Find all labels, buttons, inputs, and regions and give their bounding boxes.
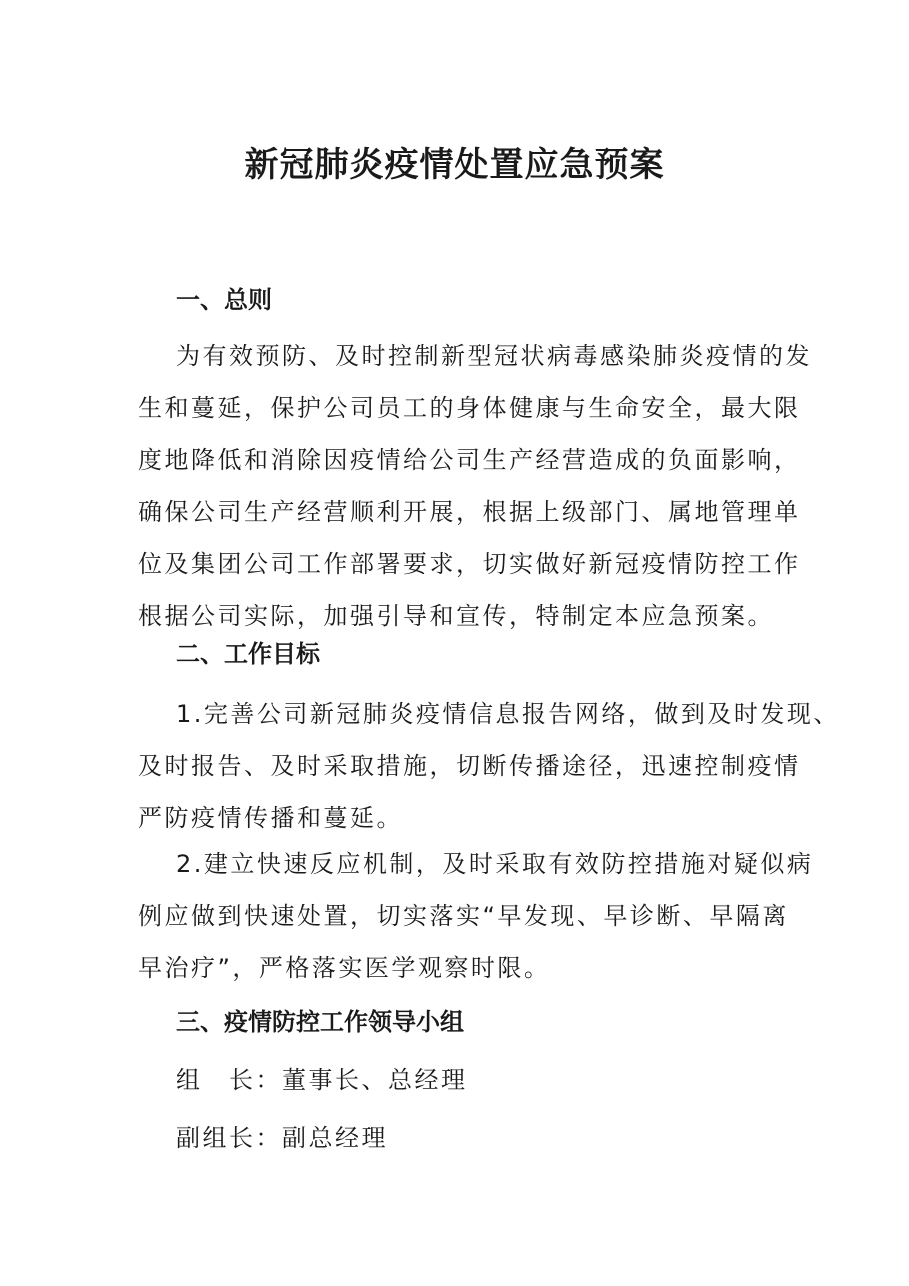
paragraph-line: 2.建立快速反应机制，及时采取有效防控措施对疑似病 xyxy=(176,850,814,878)
paragraph-line: 早治疗”，严格落实医学观察时限。 xyxy=(138,954,551,982)
role-deputy-leader: 副组长：副总经理 xyxy=(176,1124,388,1152)
paragraph-line: 根据公司实际，加强引导和宣传，特制定本应急预案。 xyxy=(138,602,774,630)
paragraph-line: 例应做到快速处置，切实落实“早发现、早诊断、早隔离 xyxy=(138,902,789,930)
paragraph-line: 生和蔓延，保护公司员工的身体健康与生命安全，最大限 xyxy=(138,394,801,422)
paragraph-general xyxy=(138,330,812,642)
paragraph-line: 及时报告、及时采取措施，切断传播途径，迅速控制疫情 xyxy=(138,752,801,780)
document-title: 新冠肺炎疫情处置应急预案 xyxy=(244,145,665,185)
paragraph-goal-2 xyxy=(138,838,814,994)
paragraph-goal-1 xyxy=(138,688,840,844)
role-leader: 组 长：董事长、总经理 xyxy=(176,1066,468,1094)
section-heading-leadership: 三、疫情防控工作领导小组 xyxy=(176,1008,464,1036)
paragraph-line: 确保公司生产经营顺利开展，根据上级部门、属地管理单 xyxy=(138,498,801,526)
section-heading-general: 一、总则 xyxy=(176,286,272,314)
paragraph-line: 位及集团公司工作部署要求，切实做好新冠疫情防控工作 xyxy=(138,550,801,578)
paragraph-line: 为有效预防、及时控制新型冠状病毒感染肺炎疫情的发 xyxy=(176,342,812,370)
paragraph-line: 度地降低和消除因疫情给公司生产经营造成的负面影响， xyxy=(138,446,801,474)
paragraph-line: 1.完善公司新冠肺炎疫情信息报告网络，做到及时发现、 xyxy=(176,700,840,728)
section-heading-goals: 二、工作目标 xyxy=(176,640,320,668)
paragraph-line: 严防疫情传播和蔓延。 xyxy=(138,804,403,832)
